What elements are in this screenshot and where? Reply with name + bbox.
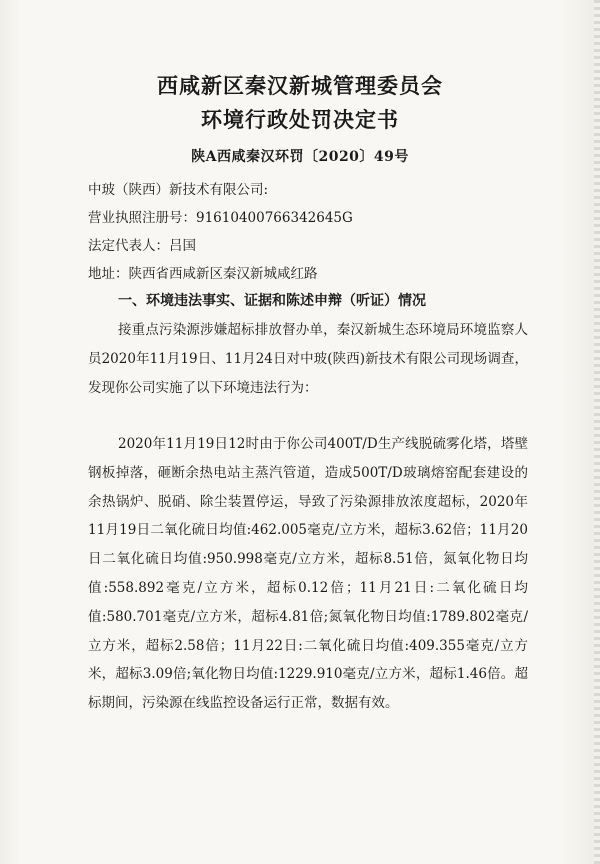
authority-title: 西咸新区秦汉新城管理委员会 [157,74,443,98]
party-address: 地址：陕西省西咸新区秦汉新城咸红路 [88,266,318,282]
party-legal-rep: 法定代表人：吕国 [88,238,196,254]
party-company: 中玻（陕西）新技术有限公司: [88,182,269,198]
party-license: 营业执照注册号：91610400766342645G [88,210,353,226]
document-number: 陕A西咸秦汉环罚〔2020〕49号 [191,149,409,165]
paragraph-violation-details: 2020年11月19日12时由于你公司400T/D生产线脱硫雾化塔，塔壁钢板掉落，砸断余热电站主蒸汽管道，造成500T/D玻璃熔窑配套建设的余热锅炉、脱硝、除尘装置停运，导致了污染源排放浓度超标，2020年11月19日二氧化硫日均值:462.005毫克/立方米，超标3.62倍；11月20日二氧化硫日均值:950.998毫克/立方米，超标8.51倍，氮氧化物日均值:558.892毫克/立方米，超标0.12倍；11月21日:二氧化硫日均值:580.701毫克/立方米，超标4.81倍;氮氧化物日均值:1789.802毫克/立方米，超标2.58倍；11月22日:二氧化硫日均值:409.355毫克/立方米，超标3.09倍;氧化物日均值:1229.910毫克/立方米，超标1.46倍。超标期间，污染源在线监控设备运行正常，数据有效。 [88,436,528,712]
paragraph-investigation: 接重点污染源涉嫌超标排放督办单，秦汉新城生态环境局环境监察人员2020年11月19日、11月24日对中玻(陕西)新技术有限公司现场调查，发现你公司实施了以下环境违法行为： [88,322,528,396]
document-title: 环境行政处罚决定书 [201,108,399,132]
section-heading: 一、环境违法事实、证据和陈述申辩（听证）情况 [118,293,426,309]
